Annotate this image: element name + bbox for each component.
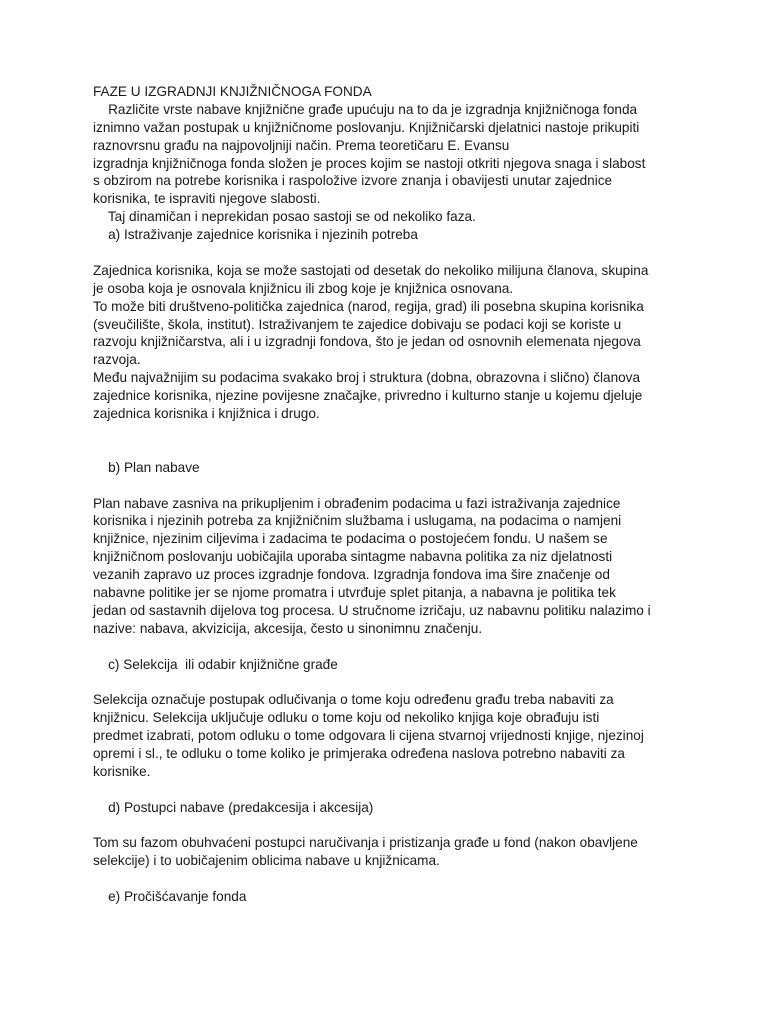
section-e-heading: e) Pročišćavanje fonda [93, 889, 247, 905]
document-title: FAZE U IZGRADNJI KNJIŽNIČNOGA FONDA [93, 84, 372, 99]
text-line: To može biti društveno-politička zajednica (narod, regija, grad) ili posebna skupina korisnika [93, 298, 644, 314]
text-line: zajednice korisnika, njezine povijesne značajke, privredno i kulturno stanje u kojemu djeluje [93, 388, 643, 404]
text-line: Taj dinamičan i neprekidan posao sastoji se od nekoliko faza. [93, 209, 476, 225]
section-d-paragraph [93, 834, 683, 870]
text-line: Selekcija označuje postupak odlučivanja o tome koju određenu građu treba nabaviti za [93, 692, 614, 708]
paragraph-gap [93, 870, 683, 888]
section-c-paragraph [93, 691, 683, 780]
text-line: korisnika, te ispraviti njegove slabosti. [93, 191, 321, 207]
section-c-heading: c) Selekcija ili odabir knjižnične građe [93, 656, 338, 672]
text-line: (sveučilište, škola, institut). Istraživanjem te zajedice dobivaju se podaci koji se koriste u [93, 316, 622, 332]
paragraph-gap [93, 244, 683, 262]
paragraph-gap [93, 423, 683, 459]
text-line: korisnike. [93, 763, 151, 779]
text-line: predmet izabrati, potom odluku o tome odgovara li cijena stvarnoj vrijednosti knjige, njezinoj [93, 728, 644, 744]
text-line: selekcije) i to uobičajenim oblicima nabave u knjižnicama. [93, 853, 440, 869]
section-b-heading: b) Plan nabave [93, 459, 200, 475]
text-line: knjižničnom poslovanju uobičajila uporaba sintagme nabavna politika za niz djelatnosti [93, 549, 613, 565]
section-a-heading: a) Istraživanje zajednice korisnika i njezinih potreba [93, 227, 418, 243]
document-body [93, 83, 683, 906]
text-line: nazive: nabava, akvizicija, akcesija, često u sinonimnu značenju. [93, 620, 483, 636]
text-line: nabavne politike jer se njome promatra i utvrđuje splet pitanja, a nabavna je politika tek [93, 584, 616, 600]
paragraph-gap [93, 817, 683, 835]
text-line: Među najvažnijim su podacima svakako broj i struktura (dobna, obrazovna i slično) članova [93, 370, 641, 386]
section-a-paragraph [93, 262, 683, 423]
text-line: zajednica korisnika i knjižnica i drugo. [93, 406, 320, 422]
paragraph-gap [93, 638, 683, 656]
text-line: knjižnice, njezinim ciljevima i zadacima te podacima o postojećem fondu. U našem se [93, 531, 608, 547]
text-line: opremi i sl., te odluku o tome koliko je primjeraka određena naslova potrebno nabaviti za [93, 745, 625, 761]
section-d-heading: d) Postupci nabave (predakcesija i akcesija) [93, 799, 374, 815]
section-b-paragraph [93, 495, 683, 638]
text-line: vezanih zapravo uz proces izgradnje fondova. Izgradnja fondova ima šire značenje od [93, 567, 610, 583]
text-line: jedan od sastavnih dijelova tog procesa. U stručnome izričaju, uz nabavnu politiku nalazimo i [93, 602, 651, 618]
intro-paragraph [93, 101, 683, 244]
paragraph-gap [93, 781, 683, 799]
paragraph-gap [93, 477, 683, 495]
text-line: je osoba koja je osnovala knjižnicu ili zbog koje je knjižnica osnovana. [93, 280, 514, 296]
paragraph-gap [93, 673, 683, 691]
text-line: Različite vrste nabave knjižnične građe upućuju na to da je izgradnja knjižničnoga fonda [93, 101, 638, 117]
text-line: Zajednica korisnika, koja se može sastojati od desetak do nekoliko milijuna članova, skupina [93, 262, 649, 278]
text-line: s obzirom na potrebe korisnika i raspoložive izvore znanja i obavijesti unutar zajednice [93, 173, 613, 189]
text-line: Tom su fazom obuhvaćeni postupci naručivanja i pristizanja građe u fond (nakon obavljene [93, 835, 638, 851]
text-line: izgradnja knjižničnoga fonda složen je proces kojim se nastoji otkriti njegova snaga i slabost [93, 155, 646, 171]
text-line: Plan nabave zasniva na prikupljenim i obrađenim podacima u fazi istraživanja zajednice [93, 495, 621, 511]
text-line: iznimno važan postupak u knjižničnome poslovanju. Knjižničarski djelatnici nastoje prikupiti [93, 119, 640, 135]
text-line: razvoju knjižničarstva, ali i u izgradnji fondova, što je jedan od osnovnih elemenata njegova [93, 334, 641, 350]
text-line: raznovrsnu građu na najpovoljniji način. Prema teoretičaru E. Evansu [93, 137, 510, 153]
text-line: korisnika i njezinih potreba za knjižničnim službama i uslugama, na podacima o namjeni [93, 513, 622, 529]
text-line: knjižnicu. Selekcija uključuje odluku o tome koju od nekoliko knjiga koje obrađuju isti [93, 710, 600, 726]
text-line: razvoja. [93, 352, 141, 368]
